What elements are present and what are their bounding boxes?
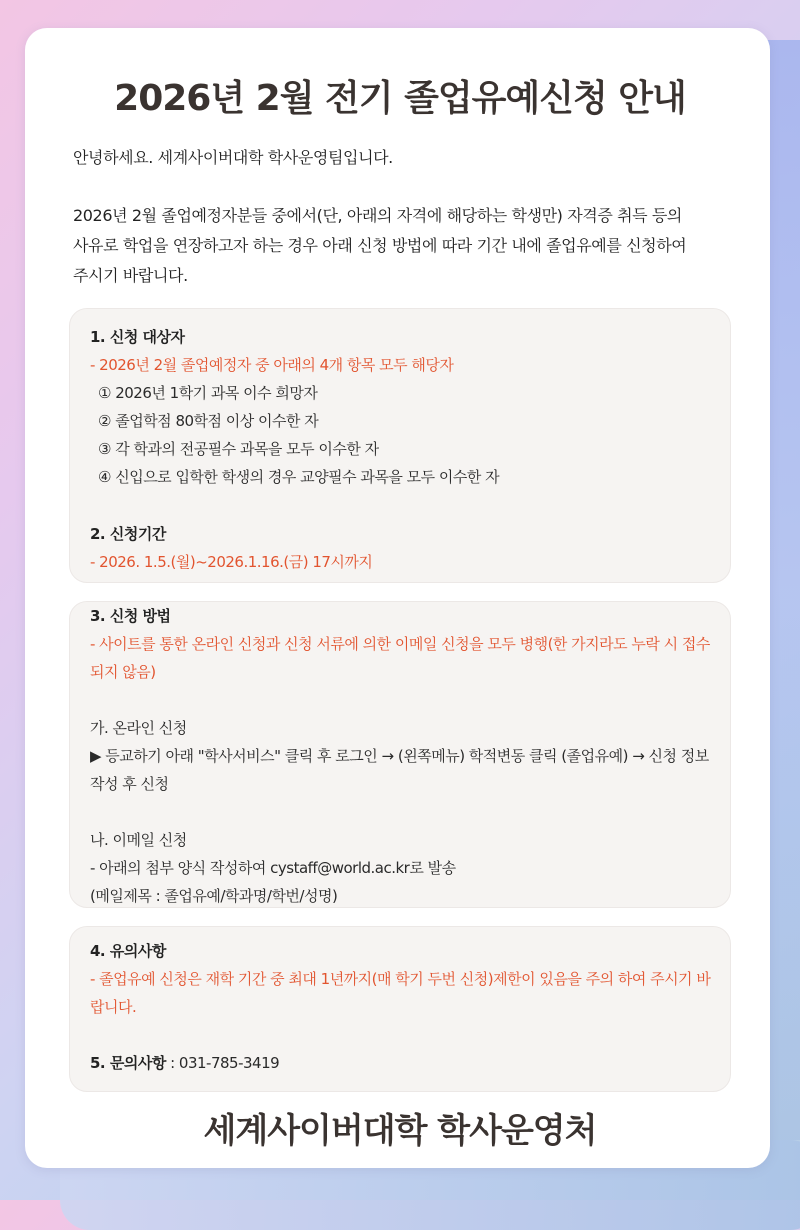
intro-greeting <box>73 143 733 173</box>
section-box-eligibility-period <box>69 308 731 583</box>
section5-heading: 5. 문의사항 <box>90 1054 166 1072</box>
online-step: ▶ 등교하기 아래 "학사서비스" 클릭 후 로그인 → (왼쪽메뉴) 학적변동 클릭 (졸업유예) → 신청 정보 작성 후 신청 <box>90 747 709 793</box>
section1-note: - 2026년 2월 졸업예정자 중 아래의 4개 항목 모두 해당자 <box>90 356 454 374</box>
section3-note: - 사이트를 통한 온라인 신청과 신청 서류에 의한 이메일 신청을 모두 병행(한 가지라도 누락 시 접수 되지 않음) <box>90 635 710 681</box>
notice-title: 2026년 2월 전기 졸업유예신청 안내 <box>114 78 686 119</box>
greeting-text: 안녕하세요. 세계사이버대학 학사운영팀입니다. <box>73 148 393 167</box>
eligibility-item: ② 졸업학점 80학점 이상 이수한 자 <box>98 412 319 430</box>
contact-phone: 031-785-3419 <box>178 1054 280 1072</box>
intro-line: 주시기 바랍니다. <box>73 266 188 285</box>
email-step: - 아래의 첨부 양식 작성하여 cystaff@world.ac.kr로 발송 <box>90 859 456 877</box>
email-subject: (메일제목 : 졸업유예/학과명/학번/성명) <box>90 887 338 905</box>
section3-heading: 3. 신청 방법 <box>90 607 171 625</box>
email-heading: 나. 이메일 신청 <box>90 831 187 849</box>
section1-heading: 1. 신청 대상자 <box>90 328 185 346</box>
online-heading: 가. 온라인 신청 <box>90 719 187 737</box>
section-box-notes-contact <box>69 926 731 1092</box>
eligibility-item: ① 2026년 1학기 과목 이수 희망자 <box>98 384 318 402</box>
section2-heading: 2. 신청기간 <box>90 525 166 543</box>
eligibility-item: ④ 신입으로 입학한 학생의 경우 교양필수 과목을 모두 이수한 자 <box>98 468 500 486</box>
section5-contact <box>90 1049 716 1077</box>
section2-period: - 2026. 1.5.(월)~2026.1.16.(금) 17시까지 <box>90 553 373 571</box>
section4-note: - 졸업유예 신청은 재학 기간 중 최대 1년까지(매 학기 두번 신청)제한이 있음을 주의 하여 주시기 바랍니다. <box>90 970 711 1016</box>
eligibility-item: ③ 각 학과의 전공필수 과목을 모두 이수한 자 <box>98 440 379 458</box>
section5-separator: : <box>165 1054 179 1072</box>
footer-organization: 세계사이버대학 학사운영처 <box>203 1111 597 1151</box>
intro-line: 2026년 2월 졸업예정자분들 중에서(단, 아래의 자격에 해당하는 학생만) 자격증 취득 등의 <box>73 206 682 225</box>
section-box-method <box>69 601 731 908</box>
section4-heading: 4. 유의사항 <box>90 942 166 960</box>
intro-body <box>73 201 733 291</box>
intro-line: 사유로 학업을 연장하고자 하는 경우 아래 신청 방법에 따라 기간 내에 졸업유예를 신청하여 <box>73 236 687 255</box>
